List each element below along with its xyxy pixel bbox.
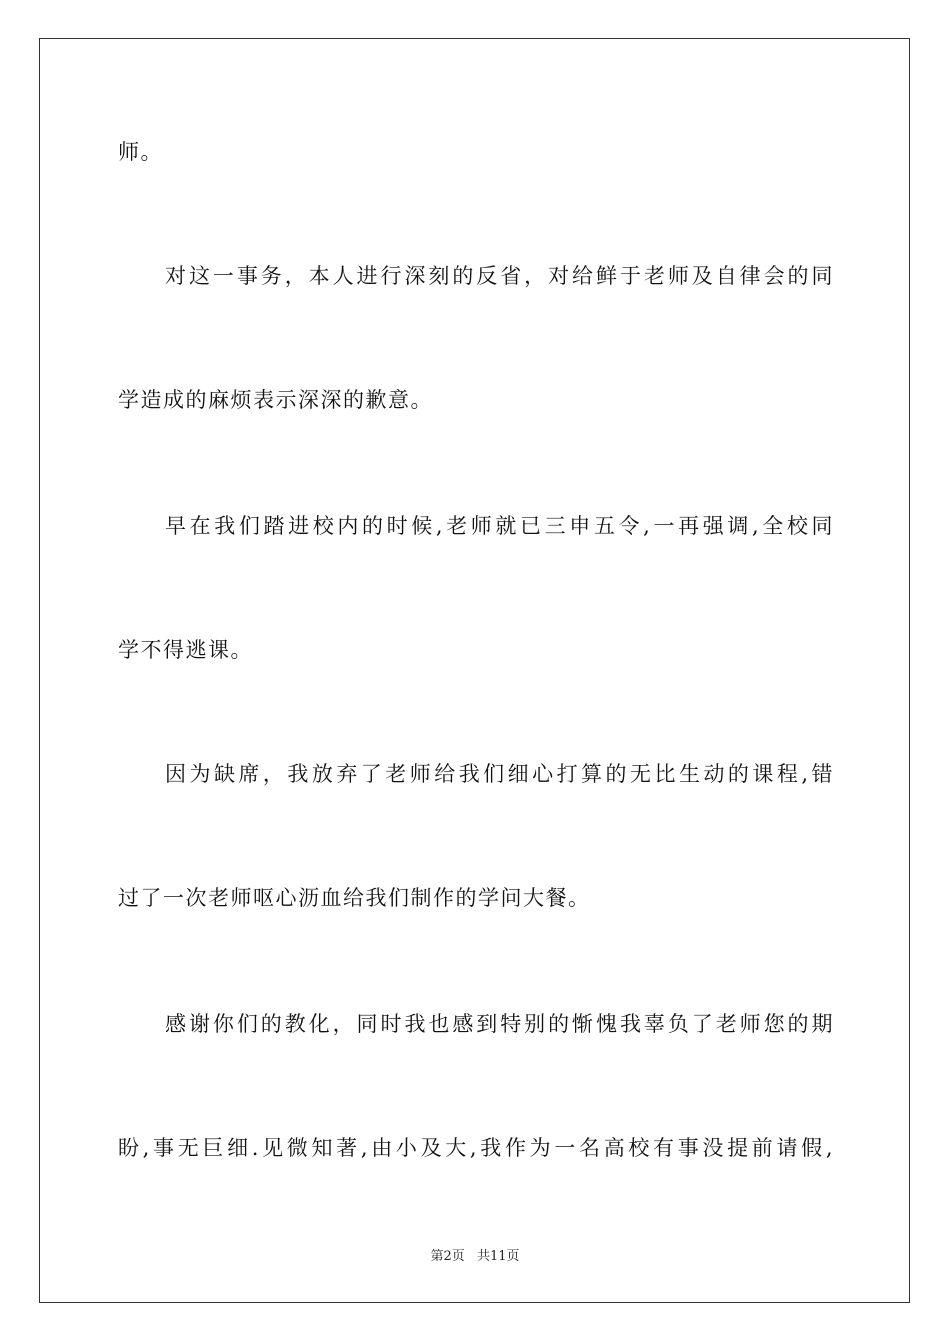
text-line-1: 师。 bbox=[118, 140, 163, 164]
text-line-9: 盼,事无巨细.见微知著,由小及大,我作为一名高校有事没提前请假, bbox=[118, 1136, 834, 1160]
text-line-7: 过了一次老师呕心沥血给我们制作的学问大餐。 bbox=[118, 886, 591, 910]
text-line-5: 学不得逃课。 bbox=[118, 638, 253, 662]
text-line-3: 学造成的麻烦表示深深的歉意。 bbox=[118, 388, 433, 412]
page-footer bbox=[0, 1248, 950, 1266]
text-line-6: 因为缺席，我放弃了老师给我们细心打算的无比生动的课程,错 bbox=[165, 762, 834, 786]
text-line-2: 对这一事务，本人进行深刻的反省，对给鲜于老师及自律会的同 bbox=[165, 264, 834, 288]
page-frame bbox=[39, 38, 910, 1303]
page-number: 第2页 bbox=[430, 1249, 465, 1264]
text-line-8: 感谢你们的教化，同时我也感到特别的惭愧我辜负了老师您的期 bbox=[165, 1012, 834, 1036]
page-total: 共11页 bbox=[476, 1249, 520, 1264]
text-line-4: 早在我们踏进校内的时候,老师就已三申五令,一再强调,全校同 bbox=[165, 514, 834, 538]
